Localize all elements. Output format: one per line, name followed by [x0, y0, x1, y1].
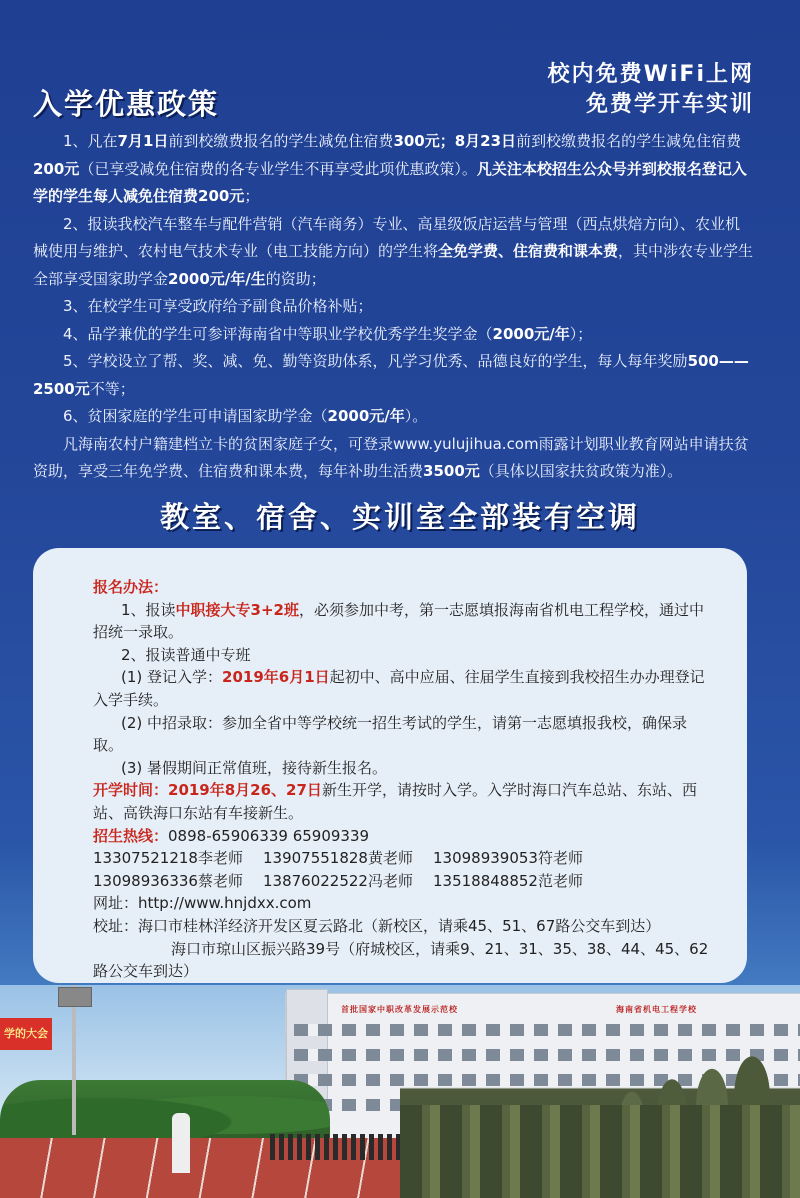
policy-item-5	[33, 348, 755, 403]
page-title: 入学优惠政策	[33, 87, 220, 121]
phone-row-1	[63, 847, 715, 870]
website-link[interactable]: 网址：http://www.hnjdxx.com	[93, 894, 312, 913]
wifi-highlight: 校内免费WiFi上网	[547, 62, 754, 87]
registration-item-1: 1、报读中职接大专3+2班，必须参加中考，第一志愿填报海南省机电工程学校，通过中招统一录取。	[93, 600, 705, 642]
phone-contact: 13098939053符老师	[433, 849, 583, 868]
registration-sub-3: (3) 暑假期间正常值班，接待新生报名。	[121, 758, 388, 777]
policy-highlight: 300元；8月23日	[393, 132, 517, 150]
campus-photo	[0, 985, 800, 1198]
policy-text: 1、凡在	[63, 132, 118, 150]
feature-highlights	[548, 60, 754, 120]
policy-text: 的资助；	[265, 269, 326, 288]
address-new-campus: 校址：海口市桂林洋经济开发区夏云路北（新校区，请乘45、51、67路公交车到达）	[93, 916, 661, 935]
policy-text: 4、品学兼优的学生可参评海南省中等职业学校优秀学生奖学金（	[63, 324, 493, 343]
policy-text: ）；	[569, 324, 593, 343]
policy-item-3	[33, 293, 755, 321]
building-sign-right: 海南省机电工程学校	[616, 1005, 697, 1014]
policy-item-6	[33, 403, 755, 431]
phone-contact: 13518848852范老师	[433, 871, 583, 890]
policy-list	[33, 128, 755, 486]
policy-highlight: 2000元/年	[327, 407, 405, 425]
policy-highlight: 2000元/年/生	[168, 269, 266, 288]
registration-item-2: 2、报读普通中专班	[121, 645, 251, 664]
registration-sub-1: (1) 登记入学：2019年6月1日起初中、高中应届、往届学生直接到我校招生办办理登记入学手续。	[93, 668, 705, 709]
policy-highlight: 500——2500元	[33, 352, 749, 398]
policy-item-4	[33, 321, 755, 349]
policy-highlight: 3500元	[423, 462, 480, 480]
phone-contact: 13876022522冯老师	[263, 871, 413, 890]
driving-highlight: 免费学开车实训	[585, 92, 754, 117]
policy-text: 前到校缴费报名的学生减免住宿费	[168, 132, 394, 150]
phone-contact: 13907551828黄老师	[263, 849, 413, 868]
light-pole	[72, 985, 76, 1135]
policy-text: 2、报读我校汽车整车与配件营销（汽车商务）专业、高星级饭店运营与管理（西点烘焙方向）、农业机械使用与维护、农村电气技术专业（电工技能方向）的学生将	[33, 214, 741, 260]
students-in-uniform	[400, 1028, 800, 1198]
registration-card	[33, 548, 747, 983]
start-date: 开学时间：2019年8月26、27日新生开学，请按时入学。入学时海口汽车总站、东站、西站、高铁海口东站有车接新生。	[93, 781, 697, 822]
policy-highlight: 7月1日	[117, 132, 169, 150]
policy-highlight: 2000元/年	[492, 324, 570, 343]
policy-text: 凡海南农村户籍建档立卡的贫困家庭子女，可登录www.yulujihua.com雨露计划职业教育网站申请扶贫资助，享受三年免学费、住宿费和课本费，每年补助生活费	[33, 434, 749, 480]
policy-text: ，其中涉农专业学生全部享受国家助学金	[33, 242, 754, 288]
policy-text: 6、贫困家庭的学生可申请国家助学金（	[63, 407, 328, 425]
policy-item-1	[33, 128, 755, 211]
phone-contact: 13307521218李老师	[93, 849, 243, 868]
floodlight	[58, 987, 92, 1007]
address-old-campus: 海口市琼山区振兴路39号（府城校区，请乘9、21、31、35、38、44、45、62路公交车到达）	[93, 939, 709, 981]
phone-row-2	[63, 870, 715, 893]
policy-highlight: 200元	[33, 159, 80, 178]
building-sign-left: 首批国家中职改革发展示范校	[341, 1005, 458, 1014]
policy-highlight: 凡关注本校招生公众号并到校报名登记入学的学生每人减免住宿费200元	[33, 159, 747, 205]
policy-text: 3、在校学生可享受政府给予副食品价格补贴；	[63, 297, 373, 315]
aircon-heading: 教室、宿舍、实训室全部装有空调	[159, 500, 640, 534]
policy-item-2	[33, 211, 755, 294]
policy-text: （具体以国家扶贫政策为准）。	[479, 462, 683, 480]
policy-text: （已享受减免住宿费的各专业学生不再享受此项优惠政策）。	[79, 159, 477, 178]
phone-contact: 13098936336蔡老师	[93, 871, 243, 890]
policy-text: ；	[244, 187, 260, 205]
registration-sub-2: (2) 中招录取：参加全省中等学校统一招生考试的学生，请第一志愿填报我校，确保录取。	[93, 713, 688, 755]
registration-label: 报名办法：	[93, 578, 169, 596]
policy-text: 5、学校设立了帮、奖、减、免、勤等资助体系，凡学习优秀、品德良好的学生，每人每年奖励	[63, 352, 688, 370]
policy-poverty-note	[33, 431, 755, 486]
cameraman	[172, 1113, 190, 1173]
policy-text: 前到校缴费报名的学生减免住宿费	[516, 132, 742, 150]
red-banner: 学的大会	[0, 1018, 52, 1050]
hotline: 招生热线：0898-65906339 65909339	[93, 826, 370, 845]
policy-text: 不等；	[89, 379, 135, 398]
policy-highlight: 全免学费、住宿费和课本费	[438, 242, 619, 260]
policy-text: ）。	[404, 407, 428, 425]
